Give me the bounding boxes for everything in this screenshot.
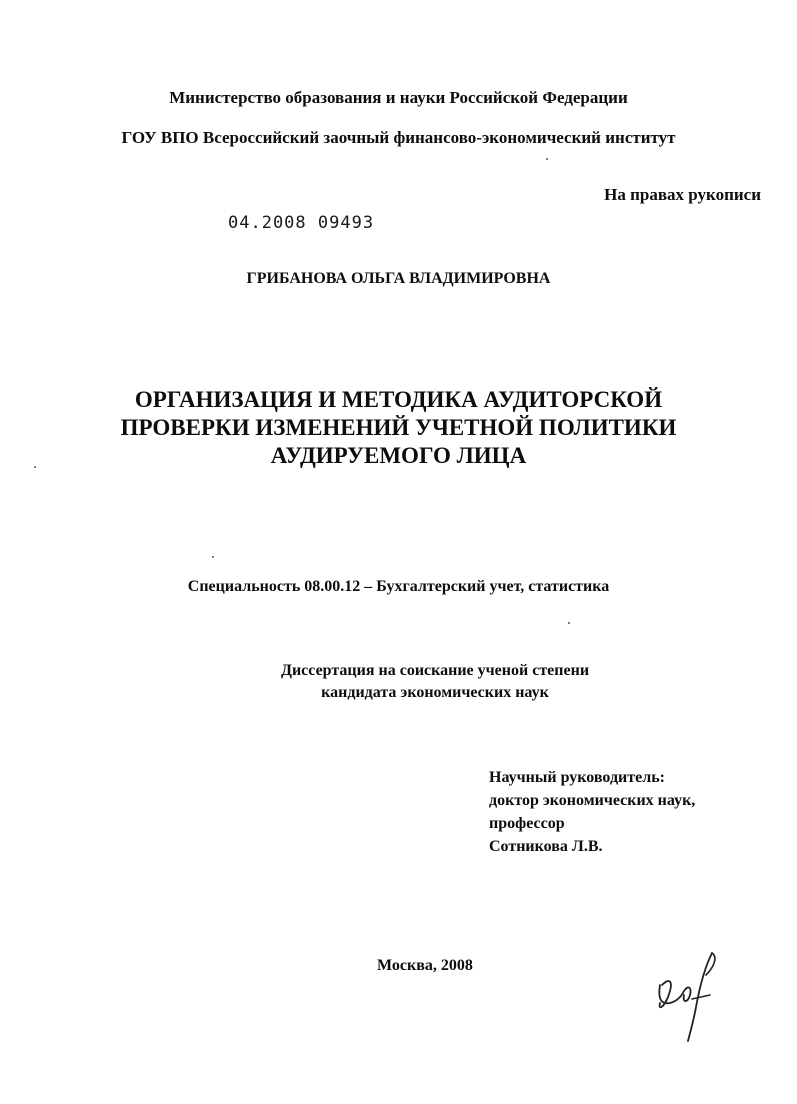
dissertation-title: [0, 386, 797, 470]
supervisor-rank: профессор: [489, 815, 565, 832]
title-line: АУДИРУЕМОГО ЛИЦА: [270, 443, 527, 468]
supervisor-name: Сотникова Л.В.: [489, 838, 603, 855]
handwritten-signature: [648, 945, 728, 1045]
supervisor-block: [489, 766, 695, 858]
supervisor-degree: доктор экономических наук,: [489, 792, 696, 809]
scan-speck: [568, 622, 570, 624]
degree-line: кандидата экономических наук: [321, 684, 549, 701]
title-line: ОРГАНИЗАЦИЯ И МЕТОДИКА АУДИТОРСКОЙ: [134, 387, 663, 412]
institute-name: ГОУ ВПО Всероссийский заочный финансово-экономический институт: [121, 128, 676, 147]
manuscript-note: На правах рукописи: [604, 185, 761, 204]
author-name: ГРИБАНОВА ОЛЬГА ВЛАДИМИРОВНА: [246, 270, 551, 287]
scan-speck: [546, 158, 548, 160]
title-line: ПРОВЕРКИ ИЗМЕНЕНИЙ УЧЕТНОЙ ПОЛИТИКИ: [120, 415, 677, 440]
scan-speck: [212, 556, 214, 558]
specialty-line: Специальность 08.00.12 – Бухгалтерский учет, статистика: [187, 578, 610, 595]
ministry-name: Министерство образования и науки Российской Федерации: [169, 88, 628, 107]
degree-line: Диссертация на соискание ученой степени: [280, 662, 590, 679]
dissertation-degree: [0, 660, 797, 704]
supervisor-heading: Научный руководитель:: [489, 769, 665, 786]
city-year: Москва, 2008: [377, 957, 473, 974]
registration-stamp: 04.2008 09493: [228, 213, 375, 233]
scan-speck: [34, 466, 36, 468]
